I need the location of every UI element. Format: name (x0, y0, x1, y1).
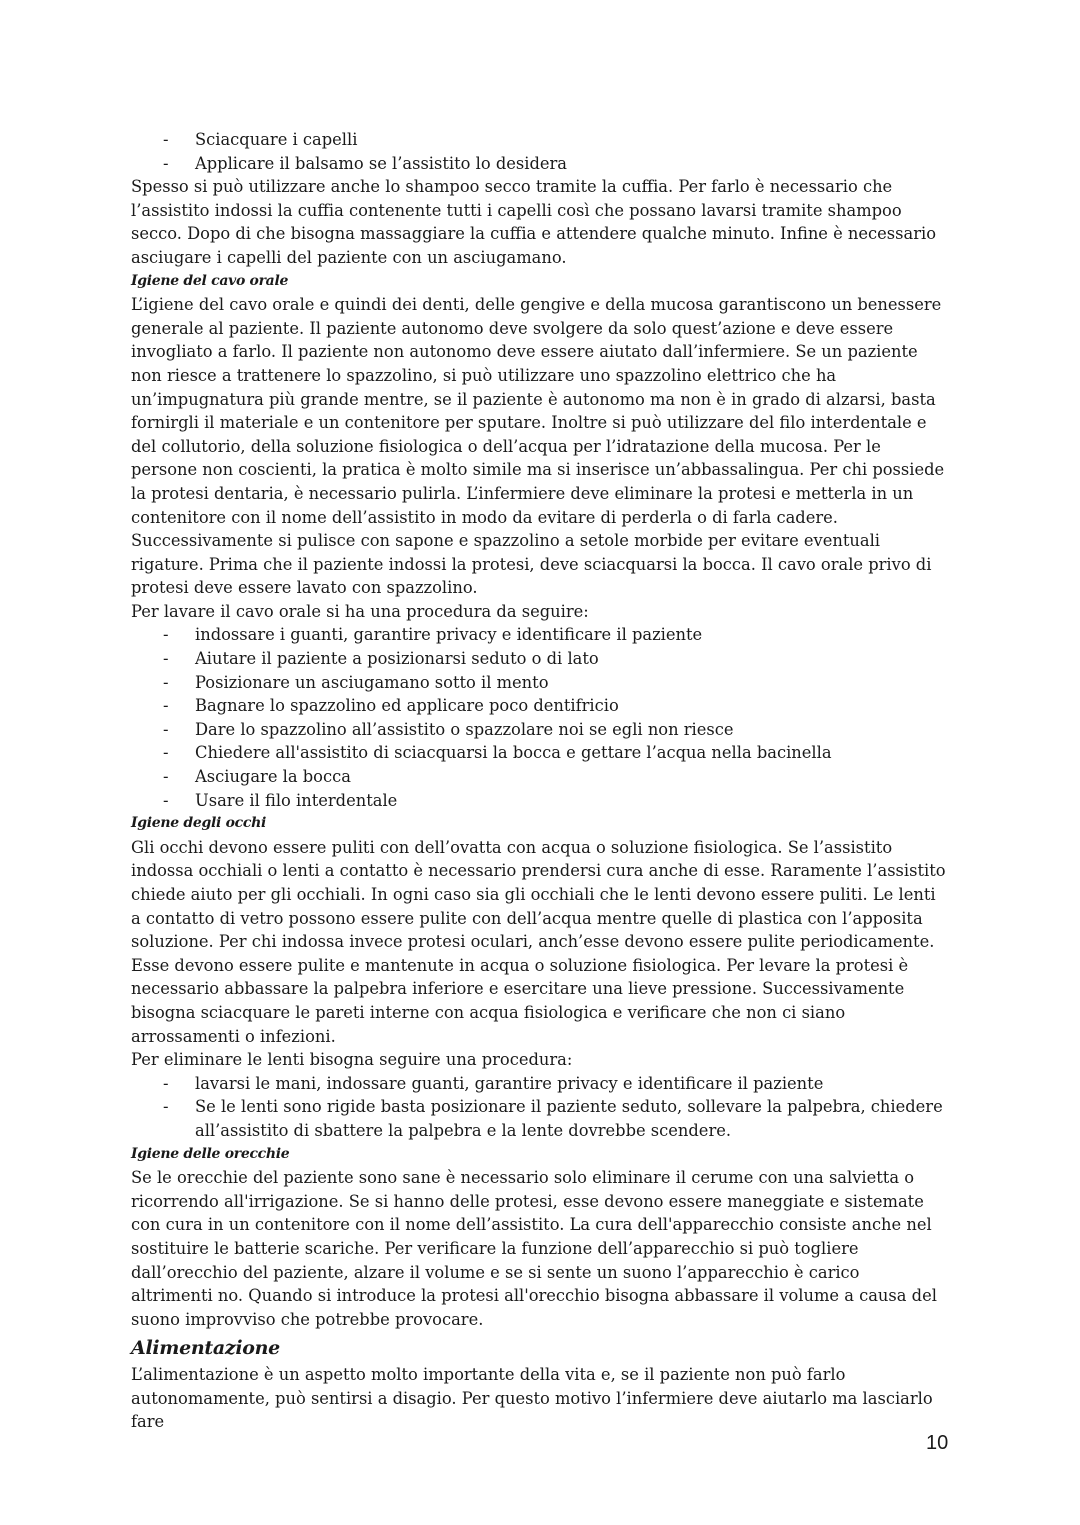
list-item: - Posizionare un asciugamano sotto il mento (131, 671, 946, 695)
lens-procedure-intro: Per eliminare le lenti bisogna seguire una procedura: (131, 1050, 573, 1070)
hair-wash-steps (131, 128, 946, 175)
document-page (131, 128, 946, 1434)
oral-procedure-intro: Per lavare il cavo orale si ha una procedura da seguire: (131, 601, 589, 621)
list-item: - Bagnare lo spazzolino ed applicare poco dentifricio (131, 694, 946, 718)
list-item: - Asciugare la bocca (131, 765, 946, 789)
list-item: - Dare lo spazzolino all’assistito o spazzolare noi se egli non riesce (131, 718, 946, 742)
list-item: - lavarsi le mani, indossare guanti, garantire privacy e identificare il paziente (131, 1072, 946, 1096)
eye-hygiene-heading: Igiene degli occhi (131, 815, 267, 832)
oral-hygiene-heading: Igiene del cavo orale (131, 272, 289, 289)
list-item: - indossare i guanti, garantire privacy e identificare il paziente (131, 623, 946, 647)
list-item: - Applicare il balsamo se l’assistito lo desidera (131, 152, 946, 176)
list-item: - Se le lenti sono rigide basta posizionare il paziente seduto, sollevare la palpebra, chiedere all’assistito di sbattere la palpebra e la lente dovrebbe scendere. (131, 1095, 946, 1142)
ear-hygiene-paragraph: Se le orecchie del paziente sono sane è necessario solo eliminare il cerume con una salvietta o ricorrendo all'irrigazione. Se si hanno delle protesi, esse devono essere maneggiate e sistemate con cura in un contenitore con il nome dell’assistito. La cura dell'apparecchio consiste anche nel sostituire le batterie scariche. Per verificare la funzione dell’apparecchio si può togliere dall’orecchio del paziente, alzare il volume e se si sente un suono l’apparecchio è carico altrimenti no. Quando si introduce la protesi all'orecchio bisogna abbassare il volume a causa del suono improvviso che potrebbe provocare. (131, 1168, 937, 1329)
nutrition-heading: Alimentazione (131, 1337, 280, 1360)
eye-hygiene-paragraph: Gli occhi devono essere puliti con dell’ovatta con acqua o soluzione fisiologica. Se l’assistito indossa occhiali o lenti a contatto è necessario prendersi cura anche di esse. Raramente l’assistito chiede aiuto per gli occhiali. In ogni caso sia gli occhiali che le lenti devono essere puliti. Le lenti a contatto di vetro possono essere pulite con dell’acqua mentre quelle di plastica con l’apposita soluzione. Per chi indossa invece protesi oculari, anch’esse devono essere pulite periodicamente. Esse devono essere pulite e mantenute in acqua o soluzione fisiologica. Per levare la protesi è necessario abbassare la palpebra inferiore e esercitare una lieve pressione. Successivamente bisogna sciacquare le pareti interne con acqua fisiologica e verificare che non ci siano arrossamenti o infezioni. (131, 837, 946, 1046)
list-item: - Chiedere all'assistito di sciacquarsi la bocca e gettare l’acqua nella bacinella (131, 741, 946, 765)
nutrition-paragraph: L’alimentazione è un aspetto molto importante della vita e, se il paziente non può farlo autonomamente, può sentirsi a disagio. Per questo motivo l’infermiere deve aiutarlo ma lasciarlo fare (131, 1365, 933, 1432)
oral-hygiene-paragraph: L’igiene del cavo orale e quindi dei denti, delle gengive e della mucosa garantiscono un benessere generale al paziente. Il paziente autonomo deve svolgere da solo quest’azione e deve essere invogliato a farlo. Il paziente non autonomo deve essere aiutato dall’infermiere. Se un paziente non riesce a trattenere lo spazzolino, si può utilizzare uno spazzolino elettrico che ha un’impugnatura più grande mentre, se il paziente è autonomo ma non è in grado di alzarsi, basta fornirgli il materiale e un contenitore per sputare. Inoltre si può utilizzare del filo interdentale e del collutorio, della soluzione fisiologica o dell’acqua per l’idratazione della mucosa. Per le persone non coscienti, la pratica è molto simile ma si inserisce un’abbassalingua. Per chi possiede la protesi dentaria, è necessario pulirla. L’infermiere deve eliminare la protesi e metterla in un contenitore con il nome dell’assistito in modo da evitare di perderla o di farla cadere. Successivamente si pulisce con sapone e spazzolino a setole morbide per evitare eventuali rigature. Prima che il paziente indossi la protesi, deve sciacquarsi la bocca. Il cavo orale privo di protesi deve essere lavato con spazzolino. (131, 295, 945, 598)
dry-shampoo-paragraph: Spesso si può utilizzare anche lo shampoo secco tramite la cuffia. Per farlo è necessario che l’assistito indossi la cuffia contenente tutti i capelli così che possano lavarsi tramite shampoo secco. Dopo di che bisogna massaggiare la cuffia e attendere qualche minuto. Infine è necessario asciugare i capelli del paziente con un asciugamano. (131, 177, 937, 267)
ear-hygiene-heading: Igiene delle orecchie (131, 1145, 290, 1162)
oral-procedure-steps (131, 623, 946, 812)
lens-procedure-steps (131, 1072, 946, 1143)
list-item: - Sciacquare i capelli (131, 128, 946, 152)
page-number: 10 (926, 1432, 949, 1454)
list-item: - Usare il filo interdentale (131, 789, 946, 813)
list-item: - Aiutare il paziente a posizionarsi seduto o di lato (131, 647, 946, 671)
